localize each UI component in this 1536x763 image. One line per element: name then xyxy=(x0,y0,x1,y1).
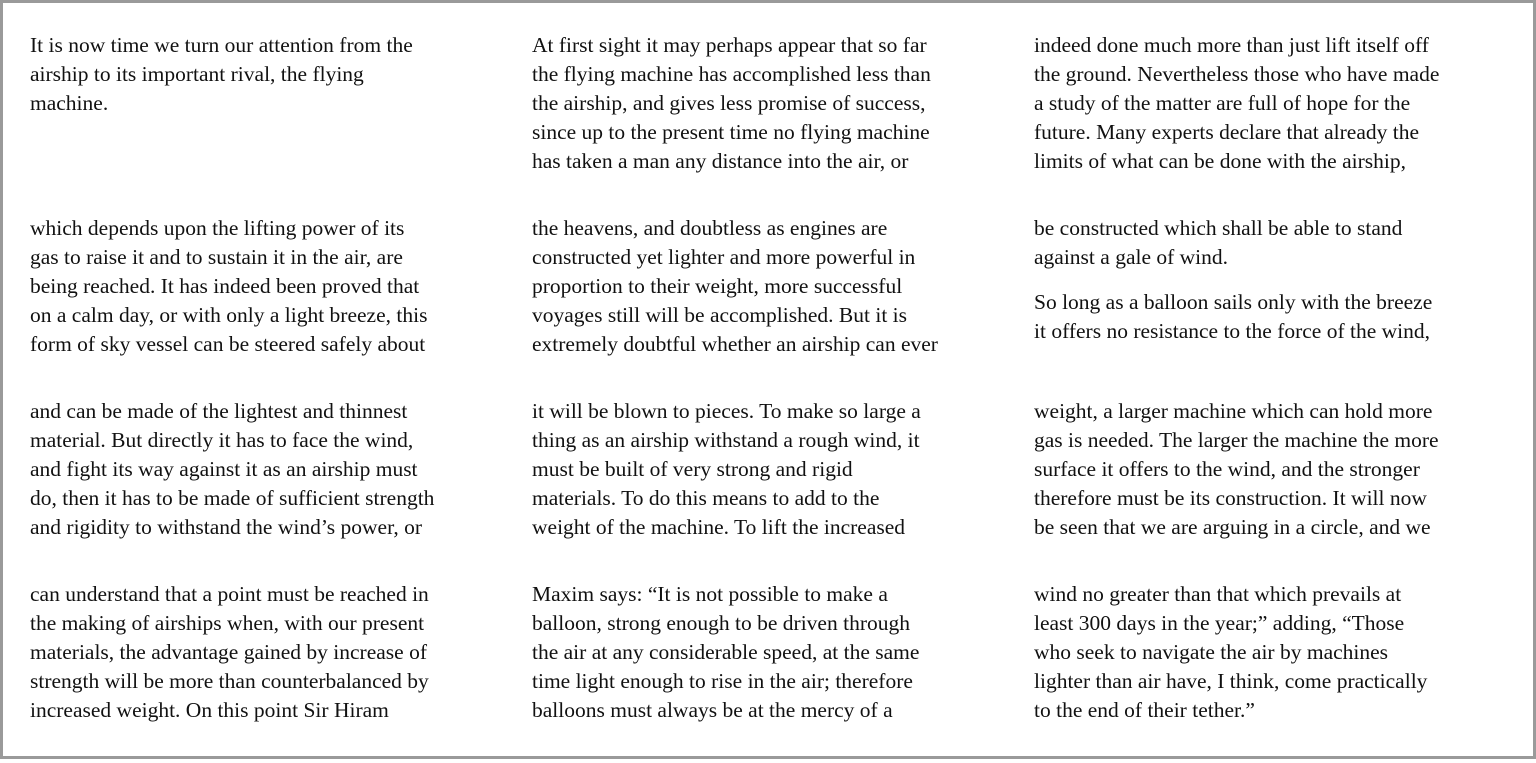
text-line: balloons must always be at the mercy of a xyxy=(532,698,893,722)
text-line: since up to the present time no flying machine xyxy=(532,120,930,144)
paragraph xyxy=(30,580,532,725)
text-block xyxy=(1034,397,1536,580)
text-line: be seen that we are arguing in a circle, and we xyxy=(1034,515,1431,539)
text-block xyxy=(532,214,1034,397)
text-line: the ground. Nevertheless those who have made xyxy=(1034,62,1440,86)
paragraph xyxy=(1034,31,1536,176)
text-line: voyages still will be accomplished. But it is xyxy=(532,303,908,327)
text-line: it offers no resistance to the force of the wind, xyxy=(1034,319,1431,343)
text-line: weight, a larger machine which can hold more xyxy=(1034,399,1433,423)
text-line: least 300 days in the year;” adding, “Those xyxy=(1034,611,1405,635)
text-line: and fight its way against it as an airship must xyxy=(30,457,418,481)
text-line: Maxim says: “It is not possible to make a xyxy=(532,582,888,606)
text-block xyxy=(30,31,532,214)
text-line: balloon, strong enough to be driven through xyxy=(532,611,910,635)
text-line: form of sky vessel can be steered safely about xyxy=(30,332,426,356)
paragraph xyxy=(532,214,1034,359)
paragraph xyxy=(1034,580,1536,725)
text-line: gas is needed. The larger the machine the more xyxy=(1034,428,1439,452)
text-line: indeed done much more than just lift itself off xyxy=(1034,33,1429,57)
text-line: materials, the advantage gained by increase of xyxy=(30,640,427,664)
text-line: being reached. It has indeed been proved that xyxy=(30,274,420,298)
text-line: which depends upon the lifting power of its xyxy=(30,216,405,240)
paragraph xyxy=(30,31,532,118)
text-line: increased weight. On this point Sir Hiram xyxy=(30,698,389,722)
text-line: therefore must be its construction. It will now xyxy=(1034,486,1427,510)
text-line: It is now time we turn our attention from the xyxy=(30,33,413,57)
text-line: do, then it has to be made of sufficient strength xyxy=(30,486,435,510)
paragraph xyxy=(30,214,532,359)
text-block xyxy=(532,397,1034,580)
text-line: the air at any considerable speed, at the same xyxy=(532,640,920,664)
text-line: future. Many experts declare that already the xyxy=(1034,120,1420,144)
text-line: constructed yet lighter and more powerful in xyxy=(532,245,916,269)
text-line: lighter than air have, I think, come practically xyxy=(1034,669,1428,693)
text-line: weight of the machine. To lift the increased xyxy=(532,515,906,539)
text-line: a study of the matter are full of hope for the xyxy=(1034,91,1411,115)
text-line: materials. To do this means to add to the xyxy=(532,486,880,510)
text-line: limits of what can be done with the airship, xyxy=(1034,149,1406,173)
text-line: proportion to their weight, more successful xyxy=(532,274,903,298)
text-line: it will be blown to pieces. To make so large a xyxy=(532,399,921,423)
text-line: has taken a man any distance into the air, or xyxy=(532,149,909,173)
paragraph xyxy=(1034,214,1536,272)
text-block xyxy=(30,397,532,580)
text-line: thing as an airship withstand a rough wind, it xyxy=(532,428,920,452)
text-line: to the end of their tether.” xyxy=(1034,698,1255,722)
text-line: material. But directly it has to face the wind, xyxy=(30,428,414,452)
text-line: on a calm day, or with only a light breeze, this xyxy=(30,303,428,327)
text-line: the flying machine has accomplished less than xyxy=(532,62,931,86)
text-block xyxy=(532,580,1034,763)
paragraph xyxy=(532,31,1034,176)
text-line: and can be made of the lightest and thinnest xyxy=(30,399,408,423)
text-block xyxy=(1034,580,1536,763)
text-line: surface it offers to the wind, and the stronger xyxy=(1034,457,1420,481)
paragraph xyxy=(30,397,532,542)
text-block xyxy=(30,580,532,763)
text-block xyxy=(532,31,1034,214)
text-line: the making of airships when, with our present xyxy=(30,611,425,635)
text-line: can understand that a point must be reached in xyxy=(30,582,429,606)
text-line: must be built of very strong and rigid xyxy=(532,457,853,481)
text-line: and rigidity to withstand the wind’s power, or xyxy=(30,515,423,539)
text-line: be constructed which shall be able to stand xyxy=(1034,216,1403,240)
text-line: time light enough to rise in the air; therefore xyxy=(532,669,913,693)
text-line: At first sight it may perhaps appear that so far xyxy=(532,33,927,57)
text-line: the airship, and gives less promise of success, xyxy=(532,91,926,115)
text-line: against a gale of wind. xyxy=(1034,245,1229,269)
text-line: gas to raise it and to sustain it in the air, are xyxy=(30,245,403,269)
paragraph xyxy=(1034,288,1536,346)
text-block xyxy=(1034,31,1536,214)
text-grid xyxy=(30,31,1536,763)
paragraph xyxy=(1034,397,1536,542)
text-line: wind no greater than that which prevails at xyxy=(1034,582,1402,606)
text-block xyxy=(30,214,532,397)
paragraph xyxy=(532,580,1034,725)
text-line: strength will be more than counterbalanced by xyxy=(30,669,429,693)
text-line: So long as a balloon sails only with the breeze xyxy=(1034,290,1433,314)
text-block xyxy=(1034,214,1536,397)
text-line: extremely doubtful whether an airship can ever xyxy=(532,332,938,356)
text-line: airship to its important rival, the flying xyxy=(30,62,364,86)
text-line: the heavens, and doubtless as engines are xyxy=(532,216,888,240)
text-line: who seek to navigate the air by machines xyxy=(1034,640,1389,664)
text-line: machine. xyxy=(30,91,109,115)
paragraph xyxy=(532,397,1034,542)
